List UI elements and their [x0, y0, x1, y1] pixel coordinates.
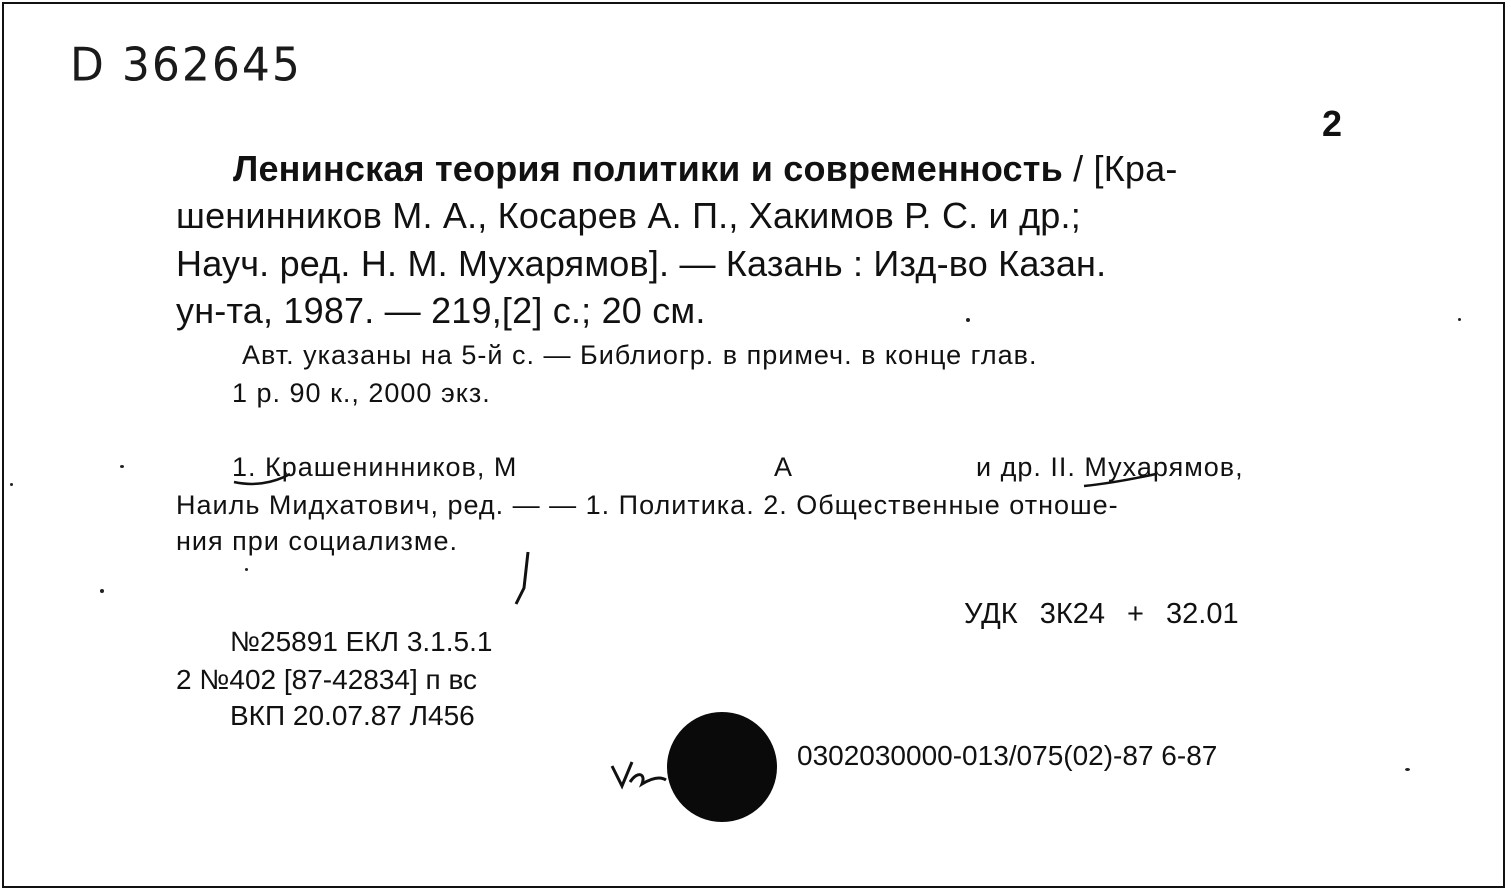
tech-line-1: №25891 ЕКЛ 3.1.5.1: [230, 626, 493, 657]
title-line-1: [233, 148, 1178, 190]
speck: [10, 483, 13, 486]
tech-line-3: ВКП 20.07.87 Л456: [230, 700, 475, 731]
title-line-3: Науч. ред. Н. М. Мухарямов]. — Казань : Изд-во Казан.: [176, 243, 1107, 284]
tracing-line-1a: 1. Крашенинников, М: [232, 452, 518, 482]
handwritten-mark: [608, 752, 670, 792]
speck: [1458, 318, 1461, 321]
speck: [1405, 768, 1410, 771]
speck: [245, 568, 248, 571]
inventory-number: D 362645: [70, 38, 302, 93]
tracing-line-1c: и др. II. Мухарямов,: [976, 452, 1244, 482]
tracing-line-3: ния при социализме.: [176, 526, 459, 556]
title-line-1-rest: / [Кра-: [1062, 148, 1178, 189]
book-title: Ленинская теория политики и современность: [233, 148, 1063, 189]
udk-classification: УДК 3К24 + 32.01: [964, 598, 1239, 630]
pen-underline-1: [232, 470, 292, 490]
speck: [100, 589, 104, 593]
pen-underline-2: [1080, 470, 1160, 494]
pen-slash-mark: [508, 548, 532, 608]
speck: [120, 465, 124, 468]
publication-code: 0302030000-013/075(02)-87 6-87: [797, 740, 1218, 771]
title-line-2: шенинников М. А., Косарев А. П., Хакимов Р. С. и др.;: [176, 195, 1081, 236]
speck: [966, 318, 970, 322]
tech-line-2: 2 №402 [87-42834] п вс: [176, 664, 478, 695]
card-number: 2: [1322, 103, 1343, 144]
tracing-line-1b: А: [774, 452, 794, 482]
note-line-2: 1 р. 90 к., 2000 экз.: [232, 378, 491, 408]
tracing-line-2: Наиль Мидхатович, ред. — — 1. Политика. 2. Общественные отноше-: [176, 490, 1119, 520]
note-line-1: Авт. указаны на 5-й с. — Библиогр. в примеч. в конце глав.: [242, 340, 1038, 370]
ink-stamp-blot: [667, 712, 777, 822]
title-line-4: ун-та, 1987. — 219,[2] с.; 20 см.: [176, 290, 706, 331]
